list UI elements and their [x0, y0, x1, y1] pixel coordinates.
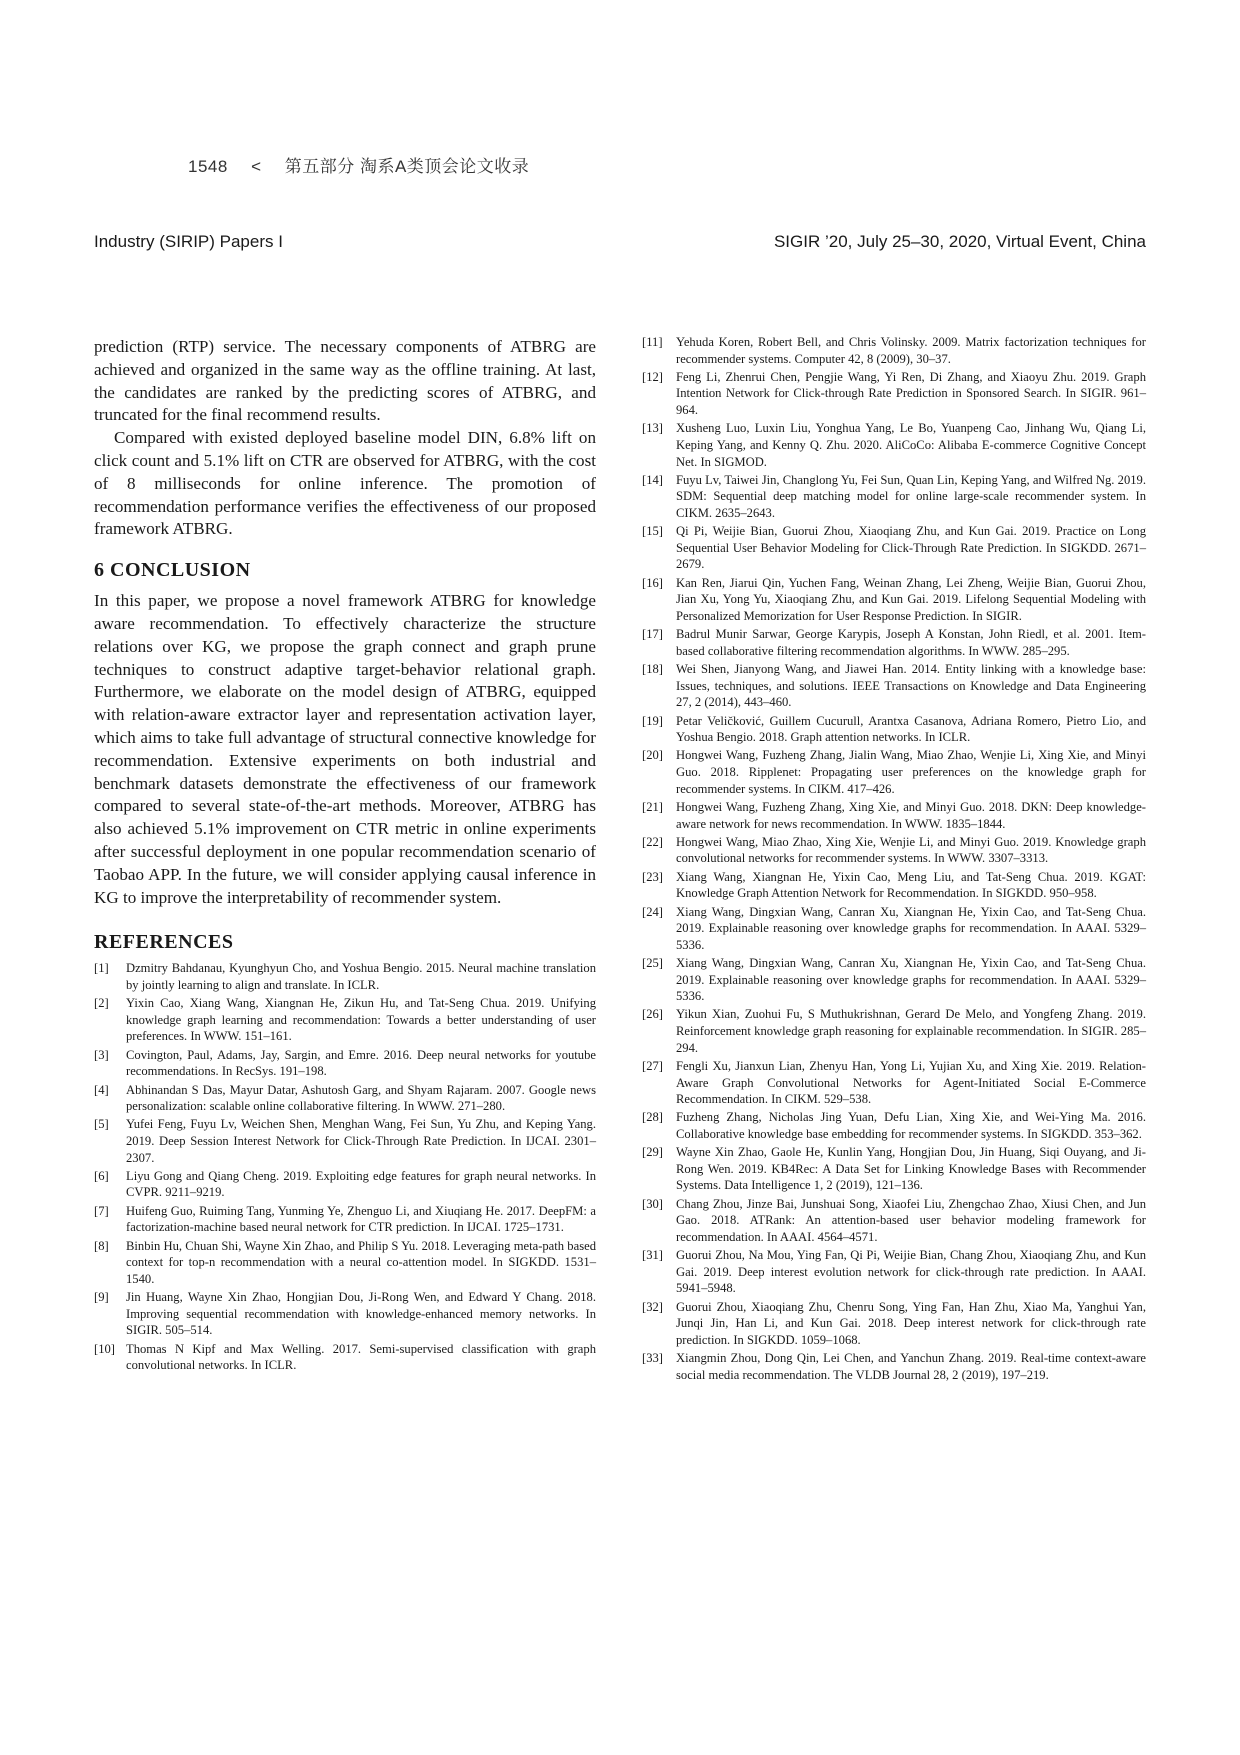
reference-text: Dzmitry Bahdanau, Kyunghyun Cho, and Yoshua Bengio. 2015. Neural machine translation by jointly learning to align and translate. In ICLR. [126, 961, 596, 992]
reference-number: [15] [642, 524, 663, 539]
reference-text: Fuzheng Zhang, Nicholas Jing Yuan, Defu Lian, Xing Xie, and Wei-Ying Ma. 2016. Collaborative knowledge base embedding for recommender systems. In SIGKDD. 353–362. [676, 1110, 1146, 1141]
reference-item [644, 799, 1146, 832]
reference-item [644, 955, 1146, 1005]
reference-text: Yufei Feng, Fuyu Lv, Weichen Shen, Menghan Wang, Fei Sun, Yu Zhu, and Keping Yang. 2019. Deep Session Interest Network for Click-Through Rate Prediction. In IJCAI. 2301–2307. [126, 1117, 596, 1165]
reference-text: Fengli Xu, Jianxun Lian, Zhenyu Han, Yong Li, Yujian Xu, and Xing Xie. 2019. Relation-Aware Graph Convolutional Networks for Agent-Initiated Social E-Commerce Recommendation. In CIKM. 529–538. [676, 1058, 1146, 1107]
reference-item [644, 1058, 1146, 1108]
reference-number: [5] [94, 1117, 109, 1132]
reference-text: Xusheng Luo, Luxin Liu, Yonghua Yang, Le Bo, Yuanpeng Cao, Jinhang Wu, Qiang Li, Keping Yang, and Kenny Q. Zhu. 2020. AliCoCo: Alibaba E-commerce Cognitive Concept Net. In SIGMOD. [676, 421, 1146, 469]
body-paragraph-2: Compared with existed deployed baseline model DIN, 6.8% lift on click count and 5.1% lift on CTR are observed for ATBRG, with the cost of 8 milliseconds for online inference. The promotion of recommendation performance verifies the effectiveness of our proposed framework ATBRG. [94, 428, 596, 539]
reference-number: [29] [642, 1145, 663, 1160]
reference-item [644, 1247, 1146, 1297]
reference-item [644, 472, 1146, 522]
reference-number: [21] [642, 799, 663, 814]
reference-number: [10] [94, 1341, 115, 1356]
reference-text: Wayne Xin Zhao, Gaole He, Kunlin Yang, Hongjian Dou, Jin Huang, Siqi Ouyang, and Ji-Rong Wen. 2019. KB4Rec: A Data Set for Linking Knowledge Bases with Recommender Systems. Data Intelligence 1, 2 (2019), 121–136. [676, 1145, 1146, 1193]
conclusion-paragraph: In this paper, we propose a novel framework ATBRG for knowledge aware recommendation. To effectively characterize the structure relations over KG, we propose the graph connect and graph prune techniques to construct adaptive target-behavior relational graph. Furthermore, we elaborate on the model design of ATBRG, equipped with relation-aware extractor layer and representation activation layer, which aims to take full advantage of structural connective knowledge for recommendation. Extensive experiments on both industrial and benchmark datasets demonstrate the effectiveness of our framework compared to several state-of-the-art methods. Moreover, ATBRG has also achieved 5.1% improvement on CTR metric in online experiments after successful deployment in one popular recommendation scenario of Taobao APP. In the future, we will consider applying causal inference in KG to improve the interpretability of recommender system. [94, 591, 596, 907]
reference-number: [28] [642, 1110, 663, 1125]
reference-number: [17] [642, 627, 663, 642]
reference-text: Chang Zhou, Jinze Bai, Junshuai Song, Xiaofei Liu, Zhengchao Zhao, Xiusi Chen, and Jun Gao. 2018. ATRank: An attention-based user behavior modeling framework for recommendation. In AAAI. 4564–4571. [676, 1196, 1146, 1244]
reference-item [644, 626, 1146, 659]
reference-text: Badrul Munir Sarwar, George Karypis, Joseph A Konstan, John Riedl, et al. 2001. Item-based collaborative filtering recommendation algorithms. In WWW. 285–295. [676, 627, 1146, 658]
reference-number: [1] [94, 961, 109, 976]
references-list-left [94, 960, 596, 1373]
references-heading: REFERENCES [94, 931, 234, 954]
reference-item [644, 869, 1146, 902]
reference-text: Xiang Wang, Dingxian Wang, Canran Xu, Xiangnan He, Yixin Cao, and Tat-Seng Chua. 2019. Explainable reasoning over knowledge graphs for recommendation. In AAAI. 5329–5336. [676, 956, 1146, 1004]
reference-number: [14] [642, 472, 663, 487]
reference-item [644, 1006, 1146, 1056]
reference-text: Abhinandan S Das, Mayur Datar, Ashutosh Garg, and Shyam Rajaram. 2007. Google news personalization: scalable online collaborative filtering. In WWW. 271–280. [126, 1082, 596, 1114]
reference-number: [23] [642, 869, 663, 884]
reference-number: [11] [642, 335, 663, 349]
reference-number: [33] [642, 1351, 663, 1366]
reference-text: Hongwei Wang, Fuzheng Zhang, Xing Xie, and Minyi Guo. 2018. DKN: Deep knowledge-aware network for news recommendation. In WWW. 1835–1844. [676, 799, 1146, 831]
reference-number: [16] [642, 575, 663, 590]
reference-text: Binbin Hu, Chuan Shi, Wayne Xin Zhao, and Philip S Yu. 2018. Leveraging meta-path based context for top-n recommendation with a neural co-attention model. In SIGKDD. 1531–1540. [126, 1238, 596, 1286]
reference-text: Covington, Paul, Adams, Jay, Sargin, and Emre. 2016. Deep neural networks for youtube recommendations. In RecSys. 191–198. [126, 1047, 596, 1079]
reference-item [644, 1299, 1146, 1349]
reference-number: [3] [94, 1047, 109, 1062]
reference-item [644, 1350, 1146, 1383]
book-part-title: 第五部分 淘系A类顶会论文收录 [284, 157, 530, 176]
reference-item [644, 713, 1146, 746]
reference-item [644, 834, 1146, 867]
reference-text: Thomas N Kipf and Max Welling. 2017. Semi-supervised classification with graph convolutional networks. In ICLR. [126, 1341, 596, 1373]
reference-item [644, 334, 1146, 367]
running-header-right: SIGIR ’20, July 25–30, 2020, Virtual Event, China [773, 232, 1146, 251]
reference-number: [7] [94, 1203, 109, 1218]
reference-number: [24] [642, 904, 663, 919]
reference-number: [30] [642, 1196, 663, 1211]
reference-text: Guorui Zhou, Na Mou, Ying Fan, Qi Pi, Weijie Bian, Chang Zhou, Xiaoqiang Zhu, and Kun Gai. 2019. Deep interest evolution network for click-through rate prediction. In AAAI. 5941–5948. [676, 1248, 1146, 1296]
book-page-number: 1548 [188, 157, 228, 176]
right-column [644, 334, 1146, 1385]
reference-item [94, 1238, 596, 1288]
reference-text: Yehuda Koren, Robert Bell, and Chris Volinsky. 2009. Matrix factorization techniques for recommender systems. Computer 42, 8 (2009), 30–37. [676, 335, 1146, 366]
reference-item [644, 747, 1146, 797]
reference-number: [4] [94, 1082, 109, 1097]
reference-number: [8] [94, 1238, 109, 1253]
reference-number: [9] [94, 1290, 109, 1305]
references-list-right [644, 334, 1146, 1383]
book-header-separator: < [251, 157, 262, 176]
reference-text: Jin Huang, Wayne Xin Zhao, Hongjian Dou, Ji-Rong Wen, and Edward Y Chang. 2018. Improving sequential recommendation with knowledge-enhanced memory networks. In SIGIR. 505–514. [126, 1290, 596, 1338]
reference-text: Liyu Gong and Qiang Cheng. 2019. Exploiting edge features for graph neural networks. In CVPR. 9211–9219. [126, 1168, 596, 1200]
reference-text: Qi Pi, Weijie Bian, Guorui Zhou, Xiaoqiang Zhu, and Kun Gai. 2019. Practice on Long Sequential User Behavior Modeling for Click-Through Rate Prediction. In SIGKDD. 2671–2679. [676, 524, 1146, 572]
reference-number: [32] [642, 1299, 663, 1314]
reference-number: [13] [642, 421, 663, 436]
reference-item [94, 1168, 596, 1201]
reference-item [94, 995, 596, 1045]
reference-number: [6] [94, 1168, 109, 1183]
reference-text: Hongwei Wang, Fuzheng Zhang, Jialin Wang, Miao Zhao, Wenjie Li, Xing Xie, and Minyi Guo. 2018. Ripplenet: Propagating user preferences on the knowledge graph for recommender systems. In CIKM. 417–426. [676, 748, 1146, 796]
reference-item [94, 1047, 596, 1080]
reference-text: Guorui Zhou, Xiaoqiang Zhu, Chenru Song, Ying Fan, Han Zhu, Xiao Ma, Yanghui Yan, Junqi Jin, Han Li, and Kun Gai. 2018. Deep interest network for click-through rate prediction. In SIGKDD. 1059–1068. [676, 1299, 1146, 1347]
reference-item [94, 1116, 596, 1166]
reference-text: Yikun Xian, Zuohui Fu, S Muthukrishnan, Gerard De Melo, and Yongfeng Zhang. 2019. Reinforcement knowledge graph reasoning for explainable recommendation. In SIGIR. 285–294. [676, 1007, 1146, 1055]
reference-number: [18] [642, 662, 663, 677]
reference-item [644, 575, 1146, 625]
reference-text: Yixin Cao, Xiang Wang, Xiangnan He, Zikun Hu, and Tat-Seng Chua. 2019. Unifying knowledge graph learning and recommendation: Towards a better understanding of user preferences. In WWW. 151–161. [126, 996, 596, 1044]
reference-text: Fuyu Lv, Taiwei Jin, Changlong Yu, Fei Sun, Quan Lin, Keping Yang, and Wilfred Ng. 2019. SDM: Sequential deep matching model for online large-scale recommender system. In CIKM. 2635–2643. [676, 472, 1146, 520]
reference-item [644, 523, 1146, 573]
reference-item [94, 960, 596, 993]
reference-item [644, 1144, 1146, 1194]
reference-item [94, 1203, 596, 1236]
reference-number: [20] [642, 748, 663, 763]
reference-number: [27] [642, 1058, 663, 1073]
reference-number: [12] [642, 369, 663, 384]
reference-item [94, 1341, 596, 1374]
reference-item [644, 420, 1146, 470]
reference-text: Wei Shen, Jianyong Wang, and Jiawei Han. 2014. Entity linking with a knowledge base: Issues, techniques, and solutions. IEEE Transactions on Knowledge and Data Engineering 27, 2 (2014), 443–460. [676, 662, 1146, 710]
reference-number: [22] [642, 834, 663, 849]
book-header [188, 152, 547, 177]
reference-item [94, 1289, 596, 1339]
reference-item [644, 661, 1146, 711]
reference-number: [19] [642, 713, 663, 728]
reference-number: [25] [642, 956, 663, 970]
reference-item [644, 369, 1146, 419]
reference-item [644, 904, 1146, 954]
reference-number: [26] [642, 1007, 663, 1022]
reference-item [644, 1109, 1146, 1142]
reference-item [644, 1196, 1146, 1246]
reference-text: Feng Li, Zhenrui Chen, Pengjie Wang, Yi Ren, Di Zhang, and Xiaoyu Zhu. 2019. Graph Intention Network for Click-through Rate Prediction in Sponsored Search. In SIGIR. 961–964. [676, 369, 1146, 418]
body-paragraph-1: prediction (RTP) service. The necessary components of ATBRG are achieved and organized in the same way as the offline training. At last, the candidates are ranked by the predicting scores of ATBRG, and truncated for the final recommend results. [94, 337, 596, 425]
reference-number: [2] [94, 996, 109, 1011]
reference-text: Huifeng Guo, Ruiming Tang, Yunming Ye, Zhenguo Li, and Xiuqiang He. 2017. DeepFM: a factorization-machine based neural network for CTR prediction. In IJCAI. 1725–1731. [126, 1203, 596, 1235]
reference-text: Xiangmin Zhou, Dong Qin, Lei Chen, and Yanchun Zhang. 2019. Real-time context-aware social media recommendation. The VLDB Journal 28, 2 (2019), 197–219. [676, 1351, 1146, 1382]
reference-number: [31] [642, 1248, 663, 1263]
reference-text: Hongwei Wang, Miao Zhao, Xing Xie, Wenjie Li, and Minyi Guo. 2019. Knowledge graph convolutional networks for recommender systems. In WWW. 3307–3313. [676, 834, 1146, 866]
reference-text: Xiang Wang, Xiangnan He, Yixin Cao, Meng Liu, and Tat-Seng Chua. 2019. KGAT: Knowledge Graph Attention Network for Recommendation. In SIGKDD. 950–958. [676, 869, 1146, 901]
left-column [94, 336, 596, 1375]
section-heading-conclusion: 6 CONCLUSION [94, 559, 251, 582]
reference-text: Xiang Wang, Dingxian Wang, Canran Xu, Xiangnan He, Yixin Cao, and Tat-Seng Chua. 2019. Explainable reasoning over knowledge graphs for recommendation. In AAAI. 5329–5336. [676, 904, 1146, 952]
running-header-left: Industry (SIRIP) Papers I [94, 232, 283, 251]
reference-item [94, 1082, 596, 1115]
reference-text: Petar Veličković, Guillem Cucurull, Arantxa Casanova, Adriana Romero, Pietro Lio, and Yoshua Bengio. 2018. Graph attention networks. In ICLR. [676, 713, 1146, 745]
reference-text: Kan Ren, Jiarui Qin, Yuchen Fang, Weinan Zhang, Lei Zheng, Weijie Bian, Guorui Zhou, Jian Xu, Yong Yu, Xiaoqiang Zhu, and Kun Gai. 2019. Lifelong Sequential Modeling with Personalized Memorization for User Response Prediction. In SIGIR. [676, 575, 1146, 623]
